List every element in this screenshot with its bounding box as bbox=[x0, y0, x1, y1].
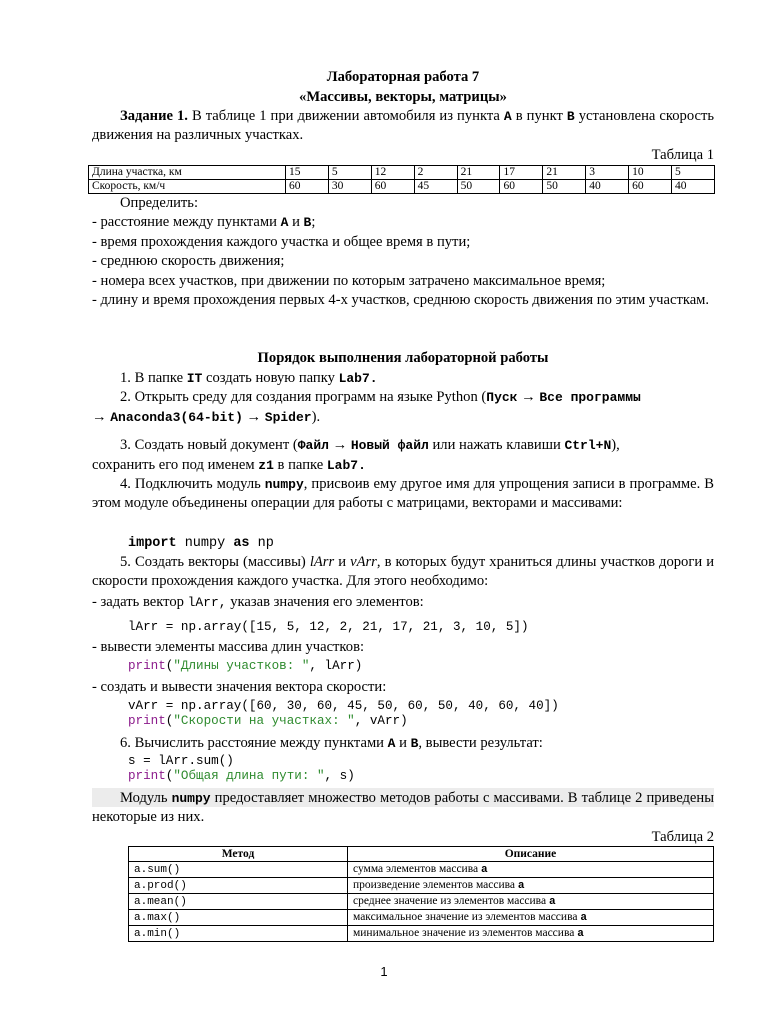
table2-caption: Таблица 2 bbox=[651, 829, 714, 845]
determine-item-1: - расстояние между пунктами A и B; bbox=[92, 214, 316, 230]
step-5-set-vector: - задать вектор lArr, указав значения его элементов: bbox=[92, 594, 424, 610]
code-varr: vArr = np.array([60, 30, 60, 45, 50, 60, 50, 40, 60, 40]) bbox=[128, 699, 559, 713]
description-cell: среднее значение из элементов массива a bbox=[348, 894, 714, 910]
table1-cell: 50 bbox=[543, 180, 586, 194]
table1-cell: 60 bbox=[371, 180, 414, 194]
order-heading: Порядок выполнения лабораторной работы bbox=[257, 350, 549, 366]
table1-row-speed bbox=[89, 180, 715, 194]
code-print-speeds: print("Скорости на участках: ", vArr) bbox=[128, 714, 408, 728]
table1-cell: 5 bbox=[672, 166, 715, 180]
table1-cell: 3 bbox=[586, 166, 629, 180]
step-3: 3. Создать новый документ (Файл → Новый файл или нажать клавиши Ctrl+N), bbox=[120, 437, 620, 453]
module-note: Модуль numpy предоставляет множество методов работы с массивами. В таблице 2 приведены некоторые из них. bbox=[92, 790, 714, 826]
table1-cell: 30 bbox=[328, 180, 371, 194]
step-6: 6. Вычислить расстояние между пунктами A и B, вывести результат: bbox=[120, 735, 543, 751]
table2-header-row bbox=[129, 847, 714, 862]
method-cell: a.max() bbox=[129, 910, 348, 926]
step-2-cont: → Anaconda3(64-bit) → Spider). bbox=[92, 409, 321, 425]
determine-item-5: - длину и время прохождения первых 4-х участков, среднюю скорость движения по этим участкам. bbox=[92, 292, 710, 308]
description-cell: сумма элементов массива a bbox=[348, 862, 714, 878]
task-label: Задание 1. bbox=[120, 108, 188, 124]
code-import: import numpy as np bbox=[128, 536, 274, 551]
table1-cell: 17 bbox=[500, 166, 543, 180]
method-cell: a.min() bbox=[129, 926, 348, 942]
description-cell: максимальное значение из элементов массива a bbox=[348, 910, 714, 926]
code-print-sum: print("Общая длина пути: ", s) bbox=[128, 769, 355, 783]
title-line-2: «Массивы, векторы, матрицы» bbox=[299, 89, 507, 105]
table1-cell: 21 bbox=[457, 166, 500, 180]
method-cell: a.prod() bbox=[129, 878, 348, 894]
code-larr: lArr = np.array([15, 5, 12, 2, 21, 17, 21, 3, 10, 5]) bbox=[128, 620, 529, 634]
step-3-cont: сохранить его под именем z1 в папке Lab7. bbox=[92, 457, 366, 473]
table1-cell: 50 bbox=[457, 180, 500, 194]
task-paragraph: Задание 1. В таблице 1 при движении автомобиля из пункта A в пункт B установлена скорость движения на различных участках. bbox=[92, 108, 714, 144]
step-5: 5. Создать векторы (массивы) lArr и vArr, в которых будут храниться длины участков дороги и скорости прохождения каждого участка. Для этого необходимо: bbox=[92, 554, 715, 590]
table1-cell: 5 bbox=[328, 166, 371, 180]
table-row bbox=[129, 878, 714, 894]
table1-cell: 60 bbox=[286, 180, 329, 194]
table1-cell: 60 bbox=[629, 180, 672, 194]
table-row bbox=[129, 910, 714, 926]
table1-cell: 10 bbox=[629, 166, 672, 180]
code-print-lengths: print("Длины участков: ", lArr) bbox=[128, 659, 363, 673]
table1-cell: 60 bbox=[500, 180, 543, 194]
table1-row-label: Длина участка, км bbox=[89, 166, 286, 180]
table1 bbox=[88, 165, 715, 194]
table1-cell: 15 bbox=[286, 166, 329, 180]
table1-cell: 2 bbox=[414, 166, 457, 180]
description-cell: минимальное значение из элементов массива a bbox=[348, 926, 714, 942]
step-1: 1. В папке IT создать новую папку Lab7. bbox=[120, 370, 378, 386]
step-5-speed: - создать и вывести значения вектора скорости: bbox=[92, 679, 387, 695]
title-line-1: Лабораторная работа 7 bbox=[326, 69, 480, 85]
description-cell: произведение элементов массива a bbox=[348, 878, 714, 894]
table-row bbox=[129, 894, 714, 910]
table-row bbox=[129, 926, 714, 942]
table1-cell: 40 bbox=[586, 180, 629, 194]
table1-cell: 40 bbox=[672, 180, 715, 194]
table1-cell: 21 bbox=[543, 166, 586, 180]
step-4: 4. Подключить модуль numpy, присвоив ему другое имя для упрощения записи в программе. В этом модуле объединены операции для работы с матрицами, векторами и массивами: bbox=[92, 476, 715, 512]
method-cell: a.sum() bbox=[129, 862, 348, 878]
determine-item-4: - номера всех участков, при движении по которым затрачено максимальное время; bbox=[92, 273, 606, 289]
code-sum: s = lArr.sum() bbox=[128, 754, 234, 768]
step-5-print-lengths: - вывести элементы массива длин участков: bbox=[92, 639, 365, 655]
table1-row-length bbox=[89, 166, 715, 180]
table1-cell: 45 bbox=[414, 180, 457, 194]
table1-caption: Таблица 1 bbox=[651, 147, 714, 163]
determine-item-2: - время прохождения каждого участка и общее время в пути; bbox=[92, 234, 471, 250]
table-row bbox=[129, 862, 714, 878]
table2-header-description: Описание bbox=[348, 847, 714, 862]
determine-heading: Определить: bbox=[120, 195, 199, 211]
table1-row-label: Скорость, км/ч bbox=[89, 180, 286, 194]
method-cell: a.mean() bbox=[129, 894, 348, 910]
table2-header-method: Метод bbox=[129, 847, 348, 862]
step-2: 2. Открыть среду для создания программ на языке Python (Пуск → Все программы bbox=[120, 389, 641, 405]
determine-item-3: - среднюю скорость движения; bbox=[92, 253, 285, 269]
table2 bbox=[128, 846, 714, 942]
page-number: 1 bbox=[380, 964, 388, 979]
table1-cell: 12 bbox=[371, 166, 414, 180]
